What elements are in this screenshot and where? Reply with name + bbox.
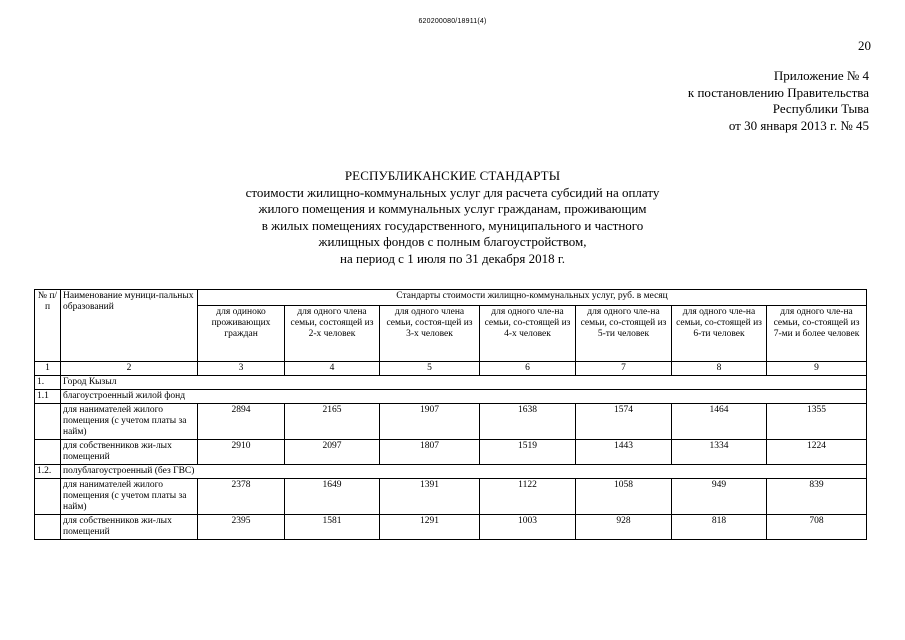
- document-code: 620200080/18911(4): [418, 18, 487, 25]
- city-name: Город Кызыл: [61, 376, 867, 390]
- value-cell: 949: [672, 479, 767, 515]
- subheader-cell: для одиноко проживающих граждан: [198, 306, 285, 362]
- column-number: 3: [198, 362, 285, 376]
- column-number: 5: [380, 362, 480, 376]
- subheader-cell: для одного члена семьи, состоящей из 2-х человек: [285, 306, 380, 362]
- appendix-line: Приложение № 4: [773, 68, 869, 83]
- title-line: стоимости жилищно-коммунальных услуг для расчета субсидий на оплату: [245, 184, 660, 200]
- value-cell: 2378: [198, 479, 285, 515]
- group-header: Стандарты стоимости жилищно-коммунальных услуг, руб. в месяц: [198, 290, 867, 306]
- value-cell: 1334: [672, 440, 767, 465]
- value-cell: 1807: [380, 440, 480, 465]
- subheader-cell: для одного чле-на семьи, со-стоящей из 5-ти человек: [576, 306, 672, 362]
- value-cell: 1519: [480, 440, 576, 465]
- value-cell: 1907: [380, 404, 480, 440]
- standards-table: [34, 289, 867, 540]
- col-number-header: № п/п: [35, 290, 61, 362]
- section-number: 1.1: [35, 390, 61, 404]
- value-cell: 1058: [576, 479, 672, 515]
- column-number-row: [35, 362, 867, 376]
- value-cell: 2395: [198, 515, 285, 540]
- table-row: [35, 440, 867, 465]
- value-cell: 1122: [480, 479, 576, 515]
- column-number: 6: [480, 362, 576, 376]
- column-number: 7: [576, 362, 672, 376]
- value-cell: 1638: [480, 404, 576, 440]
- title-line: на период с 1 июля по 31 декабря 2018 г.: [340, 250, 565, 266]
- section-row: [35, 390, 867, 404]
- column-number: 8: [672, 362, 767, 376]
- value-cell: 2165: [285, 404, 380, 440]
- value-cell: 1224: [767, 440, 867, 465]
- row-label: для нанимателей жилого помещения (с учетом платы за найм): [61, 404, 198, 440]
- title-line: жилого помещения и коммунальных услуг гражданам, проживающим: [258, 201, 647, 216]
- value-cell: 839: [767, 479, 867, 515]
- column-number: 4: [285, 362, 380, 376]
- row-label: для нанимателей жилого помещения (с учетом платы за найм): [61, 479, 198, 515]
- column-number: 9: [767, 362, 867, 376]
- section-title: полублагоустроенный (без ГВС): [61, 465, 867, 479]
- table-row: [35, 479, 867, 515]
- subheader-cell: для одного чле-на семьи, со-стоящей из 4-х человек: [480, 306, 576, 362]
- table-row: [35, 515, 867, 540]
- title-line: жилищных фондов с полным благоустройством,: [318, 234, 587, 249]
- section-title: благоустроенный жилой фонд: [61, 390, 867, 404]
- row-label: для собственников жи-лых помещений: [61, 440, 198, 465]
- value-cell: 928: [576, 515, 672, 540]
- value-cell: 1003: [480, 515, 576, 540]
- value-cell: 2097: [285, 440, 380, 465]
- column-number: 2: [61, 362, 198, 376]
- value-cell: 1443: [576, 440, 672, 465]
- appendix-line: от 30 января 2013 г. № 45: [728, 117, 869, 133]
- section-row: [35, 465, 867, 479]
- value-cell: 1574: [576, 404, 672, 440]
- value-cell: 1391: [380, 479, 480, 515]
- appendix-line: к постановлению Правительства: [687, 84, 869, 100]
- value-cell: 1581: [285, 515, 380, 540]
- value-cell: 818: [672, 515, 767, 540]
- value-cell: 1355: [767, 404, 867, 440]
- value-cell: 2894: [198, 404, 285, 440]
- row-label: для собственников жи-лых помещений: [61, 515, 198, 540]
- appendix-block: [688, 68, 869, 134]
- city-row: [35, 376, 867, 390]
- column-number: 1: [35, 362, 61, 376]
- header-row: [35, 290, 867, 306]
- col-name-header: Наименование муници-пальных образований: [61, 290, 198, 362]
- title-heading: РЕСПУБЛИКАНСКИЕ СТАНДАРТЫ: [344, 168, 561, 183]
- title-line: в жилых помещениях государственного, муниципального и частного: [261, 217, 644, 233]
- value-cell: 1649: [285, 479, 380, 515]
- subheader-cell: для одного члена семьи, состоя-щей из 3-х человек: [380, 306, 480, 362]
- value-cell: 1291: [380, 515, 480, 540]
- value-cell: 708: [767, 515, 867, 540]
- value-cell: 1464: [672, 404, 767, 440]
- page-number: 20: [858, 38, 871, 53]
- appendix-line: Республики Тыва: [772, 101, 869, 116]
- table-row: [35, 404, 867, 440]
- document-title: [0, 168, 905, 267]
- subheader-cell: для одного чле-на семьи, со-стоящей из 7-ми и более человек: [767, 306, 867, 362]
- section-number: 1.2.: [35, 465, 61, 479]
- value-cell: 2910: [198, 440, 285, 465]
- subheader-cell: для одного чле-на семьи, со-стоящей из 6-ти человек: [672, 306, 767, 362]
- city-number: 1.: [35, 376, 61, 390]
